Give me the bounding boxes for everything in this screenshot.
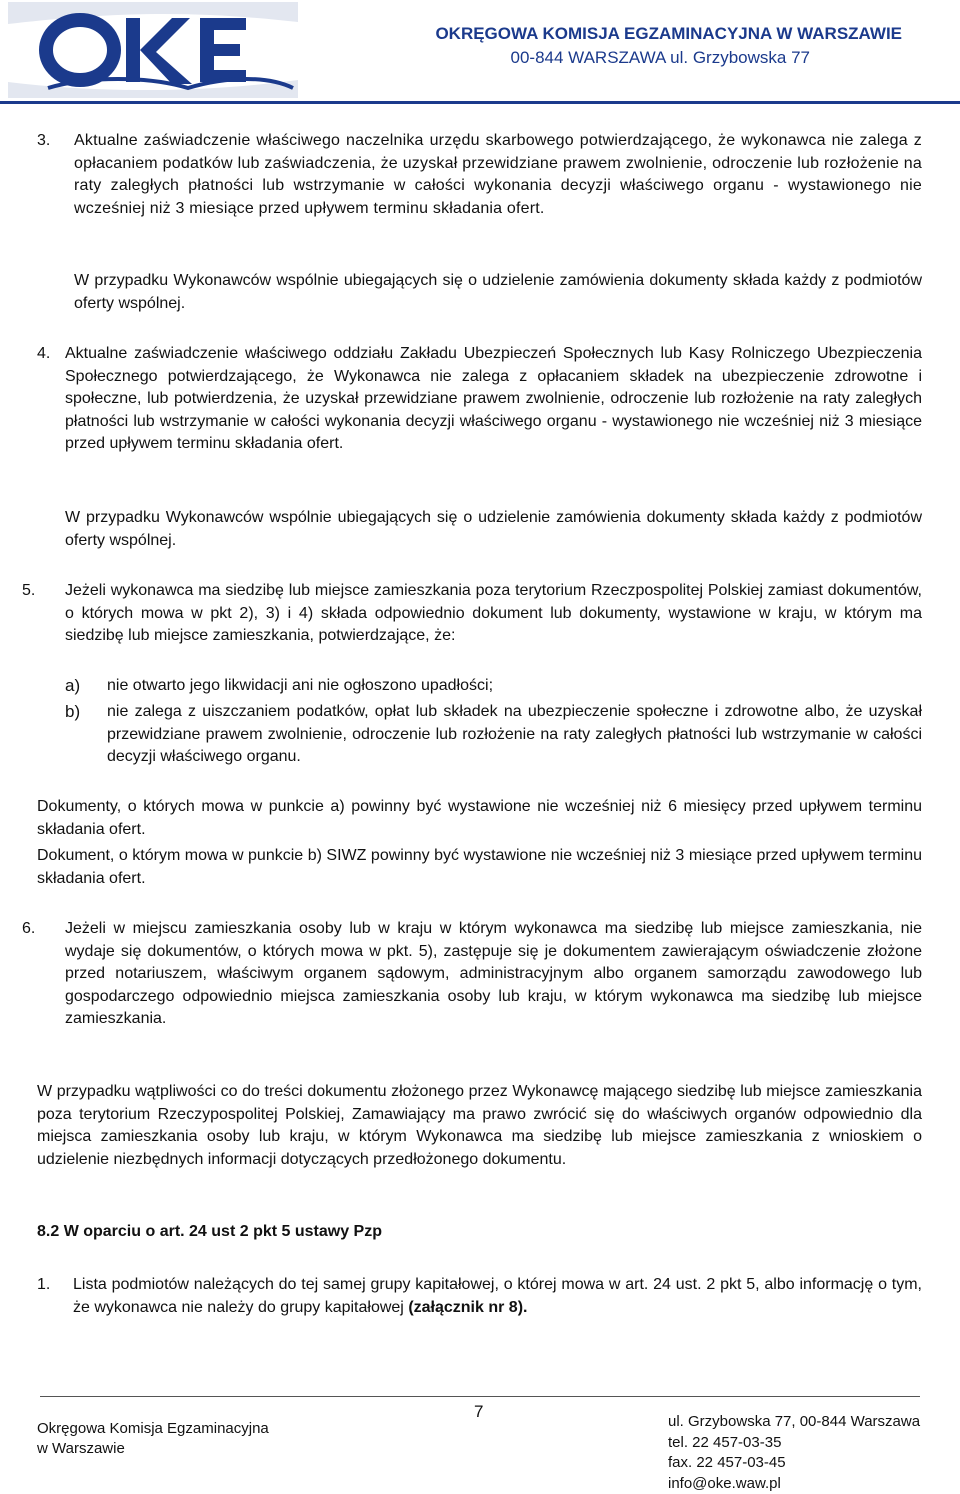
item-6-note: W przypadku wątpliwości co do treści dokumentu złożonego przez Wykonawcę mającego siedzibę lub miejsce zamieszkania poza terytorium Rzeczypospolitej Polskiej, Zamawiający ma prawo zwrócić się do właściwych organów odpowiednio dla miejsca zamieszkania osoby lub kraju, w którym Wykonawca ma siedzibę lub miejsce zamieszkania z wnioskiem o udzielenie niezbędnych informacji dotyczących przedłożonego dokumentu. bbox=[37, 1081, 922, 1171]
item-number: 6. bbox=[22, 918, 35, 941]
footer-email: info@oke.waw.pl bbox=[668, 1474, 920, 1494]
page-header bbox=[0, 0, 960, 104]
section-heading: 8.2 W oparciu o art. 24 ust 2 pkt 5 ustawy Pzp bbox=[37, 1221, 382, 1244]
footer-phone: tel. 22 457-03-35 bbox=[668, 1433, 920, 1454]
footer-divider bbox=[40, 1396, 920, 1397]
item-number: 3. bbox=[37, 130, 50, 153]
footer-fax: fax. 22 457-03-45 bbox=[668, 1453, 920, 1474]
section-item-1-text: Lista podmiotów należących do tej samej grupy kapitałowej, o której mowa w art. 24 ust. 2 pkt 5, albo informację o tym, że wykonawca nie należy do grupy kapitałowej bbox=[73, 1276, 922, 1316]
subitem-label: a) bbox=[65, 675, 80, 698]
footer-contact bbox=[668, 1412, 920, 1494]
footer-address: ul. Grzybowska 77, 00-844 Warszawa bbox=[668, 1412, 920, 1433]
item-4-text: Aktualne zaświadczenie właściwego oddziału Zakładu Ubezpieczeń Społecznych lub Kasy Rolniczego Ubezpieczenia Społecznego potwierdzającego, że Wykonawca nie zalega z opłacaniem składek na ubezpieczenie zdrowotne i społeczne, lub potwierdzenia, że uzyskał przewidziane prawem zwolnienie, odroczenie lub rozłożenie na raty zaległych płatności lub wstrzymanie w całości wykonania decyzji właściwego organu - wystawionego nie wcześniej niż 3 miesiące przed upływem terminu składania ofert. bbox=[65, 343, 922, 456]
footer-org bbox=[37, 1419, 269, 1459]
item-3-text: Aktualne zaświadczenie właściwego naczelnika urzędu skarbowego potwierdzającego, że wykonawca nie zalega z opłacaniem podatków lub zaświadczenia, że uzyskał przewidziane prawem zwolnienie, odroczenie lub rozłożenie na raty zaległych płatności lub wstrzymanie w całości wykonania decyzji właściwego organu - wystawionego nie wcześniej niż 3 miesiące przed upływem terminu składania ofert. bbox=[74, 130, 922, 220]
item-5a-text: nie otwarto jego likwidacji ani nie ogłoszono upadłości; bbox=[107, 675, 922, 698]
header-divider bbox=[0, 101, 960, 104]
item-4-note: W przypadku Wykonawców wspólnie ubiegających się o udzielenie zamówienia dokumenty składa każdy z podmiotów oferty wspólnej. bbox=[65, 507, 922, 552]
org-address: 00-844 WARSZAWA ul. Grzybowska 77 bbox=[511, 48, 811, 68]
item-5-note-a: Dokumenty, o których mowa w punkcie a) powinny być wystawione nie wcześniej niż 6 miesięcy przed upływem terminu składania ofert. bbox=[37, 796, 922, 841]
footer-org-line: w Warszawie bbox=[37, 1439, 269, 1459]
item-6-text: Jeżeli w miejscu zamieszkania osoby lub w kraju w którym wykonawca ma siedzibę lub miejsce zamieszkania, nie wydaje się dokumentów, o których mowa w pkt. 5), zastępuje się je dokumentem zawierającym oświadczenie złożone przed notariuszem, właściwym organem sądowym, administracyjnym albo organem samorządu zawodowego lub gospodarczego odpowiednio miejsca zamieszkania osoby lub kraju, w którym wykonawca ma siedzibę lub miejsce zamieszkania. bbox=[65, 918, 922, 1031]
subitem-label: b) bbox=[65, 701, 80, 724]
attachment-reference: (załącznik nr 8). bbox=[408, 1299, 527, 1316]
item-5-text: Jeżeli wykonawca ma siedzibę lub miejsce zamieszkania poza terytorium Rzeczpospolitej Polskiej zamiast dokumentów, o których mowa w pkt 2), 3) i 4) składa odpowiednio dokument lub dokumenty, wystawione w kraju, w którym ma siedzibę lub miejsce zamieszkania, potwierdzające, że: bbox=[65, 580, 922, 648]
section-item-1 bbox=[73, 1274, 922, 1319]
item-3-note: W przypadku Wykonawców wspólnie ubiegających się o udzielenie zamówienia dokumenty składa każdy z podmiotów oferty wspólnej. bbox=[74, 270, 922, 315]
item-5b-text: nie zalega z uiszczaniem podatków, opłat lub składek na ubezpieczenie społeczne i zdrowotne albo, że uzyskał przewidziane prawem zwolnienie, odroczenie lub rozłożenie na raty zaległych płatności lub wstrzymanie w całości decyzji właściwego organu. bbox=[107, 701, 922, 769]
footer-org-line: Okręgowa Komisja Egzaminacyjna bbox=[37, 1419, 269, 1439]
oke-logo bbox=[8, 2, 298, 98]
item-number: 4. bbox=[37, 343, 50, 366]
item-number: 1. bbox=[37, 1274, 50, 1297]
page-number: 7 bbox=[474, 1402, 483, 1422]
item-number: 5. bbox=[22, 580, 35, 603]
org-name: OKRĘGOWA KOMISJA EGZAMINACYJNA W WARSZAWIE bbox=[435, 24, 902, 44]
item-5-note-b: Dokument, o którym mowa w punkcie b) SIWZ powinny być wystawione nie wcześniej niż 3 miesiące przed upływem terminu składania ofert. bbox=[37, 845, 922, 890]
